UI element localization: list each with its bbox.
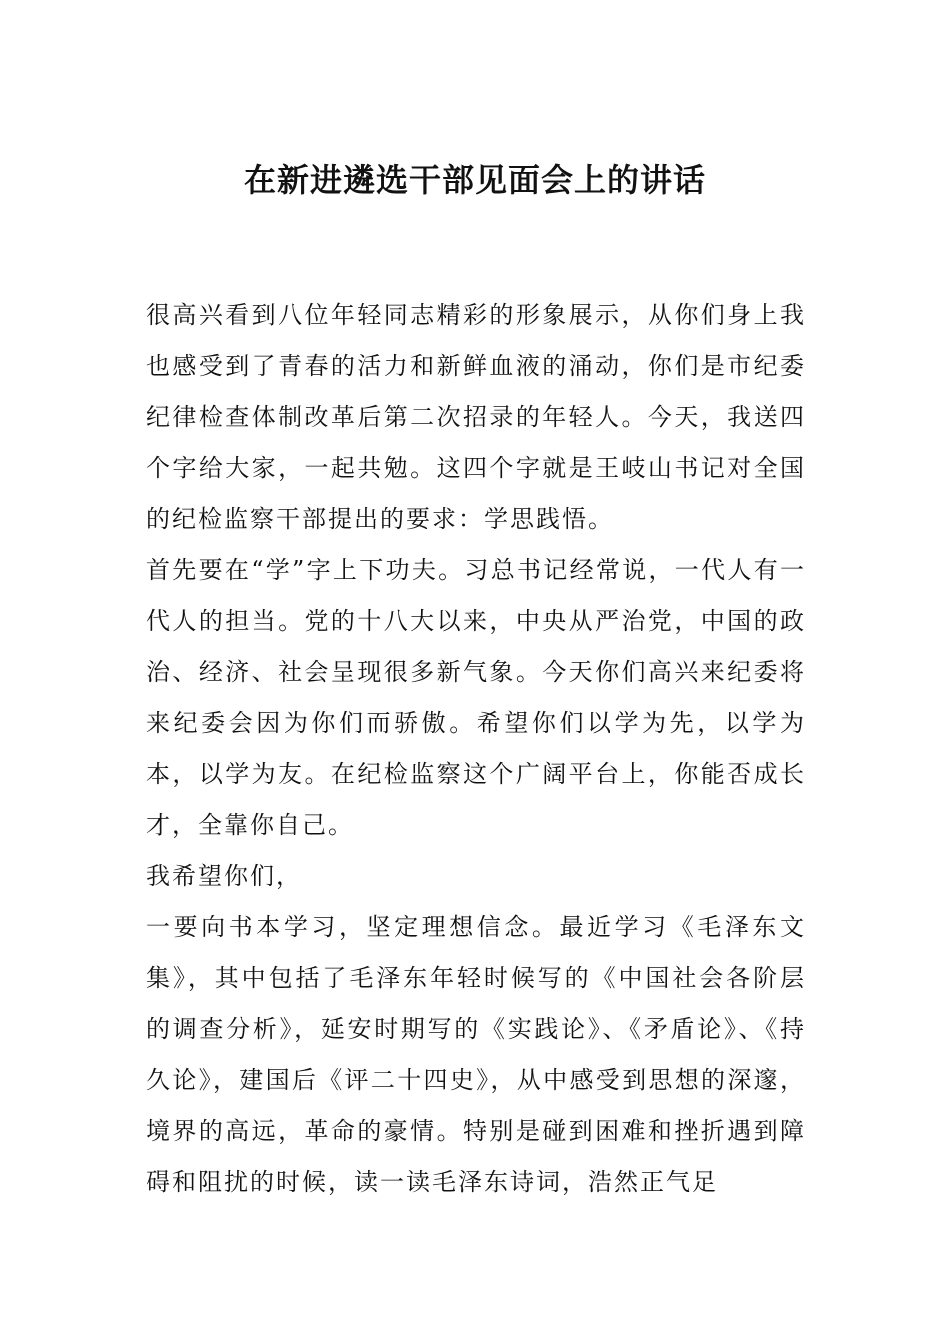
paragraph-books: 一要向书本学习，坚定理想信念。最近学习《毛泽东文集》，其中包括了毛泽东年轻时候写的《中国社会各阶层的调查分析》，延安时期写的《实践论》、《矛盾论》、《持久论》，建国后《评二十四史》，从中感受到思想的深邃，境界的高远，革命的豪情。特别是碰到困难和挫折遇到障碍和阻扰的时候，读一读毛泽东诗词，浩然正气足 xyxy=(146,913,806,1196)
document-body xyxy=(146,290,806,1208)
paragraph-study: 首先要在“学”字上下功夫。习总书记经常说，一代人有一代人的担当。党的十八大以来，中央从严治党，中国的政治、经济、社会呈现很多新气象。今天你们高兴来纪委将来纪委会因为你们而骄傲。希望你们以学为先，以学为本，以学为友。在纪检监察这个广阔平台上，你能否成长才，全靠你自己。 xyxy=(146,556,806,839)
paragraph-hope: 我希望你们， xyxy=(146,862,302,890)
document-title: 在新进遴选干部见面会上的讲话 xyxy=(243,161,706,199)
paragraph-intro: 很高兴看到八位年轻同志精彩的形象展示，从你们身上我也感受到了青春的活力和新鲜血液的涌动，你们是市纪委纪律检查体制改革后第二次招录的年轻人。今天，我送四个字给大家，一起共勉。这四个字就是王岐山书记对全国的纪检监察干部提出的要求：学思践悟。 xyxy=(146,301,806,533)
